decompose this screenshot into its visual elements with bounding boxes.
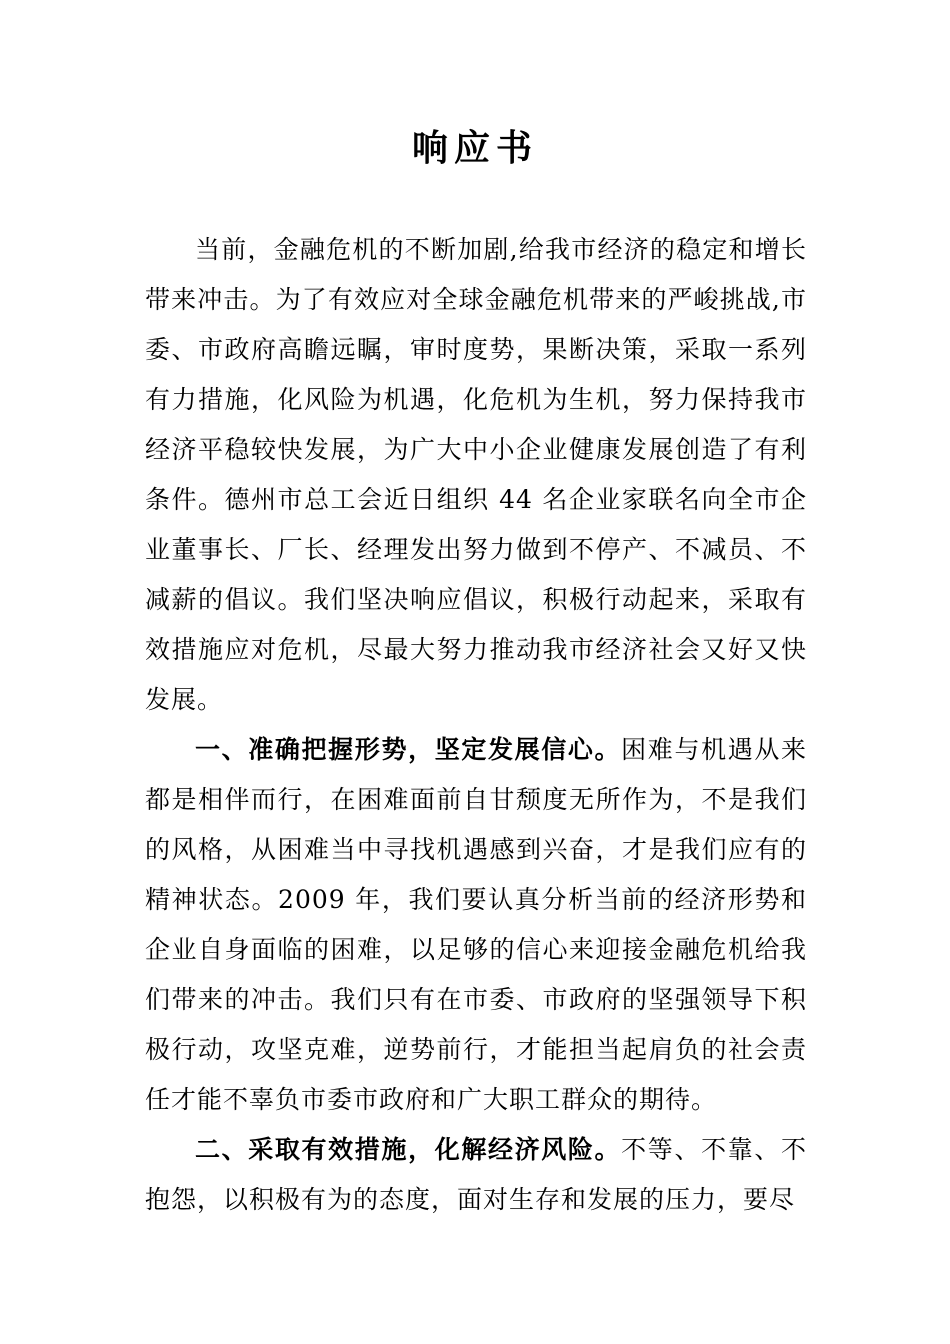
paragraph-intro <box>145 225 807 725</box>
document-body <box>145 225 807 1225</box>
section-heading: 二、采取有效措施，化解经济风险。 <box>195 1135 622 1164</box>
paragraph-text: 当前，金融危机的不断加剧,给我市经济的稳定和增长带来冲击。为了有效应对全球金融危机带来的严峻挑战,市委、市政府高瞻远瞩，审时度势，果断决策，采取一系列有力措施，化风险为机遇，化危机为生机，努力保持我市经济平稳较快发展，为广大中小企业健康发展创造了有利条件。德州市总工会近日组织 44 名企业家联名向全市企业董事长、厂长、经理发出努力做到不停产、不减员、不减薪的倡议。我们坚决响应倡议，积极行动起来，采取有效措施应对危机，尽最大努力推动我市经济社会又好又快发展。 <box>145 235 807 714</box>
document-title: 响应书 <box>411 127 538 169</box>
paragraph-section-2 <box>145 1125 807 1225</box>
paragraph-text: 不等、不靠、不抱怨，以积极有为的态度，面对生存和发展的压力，要尽 <box>145 1135 807 1214</box>
paragraph-text: 困难与机遇从来都是相伴而行，在困难面前自甘颓度无所作为，不是我们的风格，从困难当中寻找机遇感到兴奋，才是我们应有的精神状态。2009 年，我们要认真分析当前的经济形势和企业自身面临的困难，以足够的信心来迎接金融危机给我们带来的冲击。我们只有在市委、市政府的坚强领导下积极行动，攻坚克难，逆势前行，才能担当起肩负的社会责任才能不辜负市委市政府和广大职工群众的期待。 <box>145 735 807 1114</box>
section-heading: 一、准确把握形势，坚定发展信心。 <box>195 735 622 764</box>
paragraph-section-1 <box>145 725 807 1125</box>
